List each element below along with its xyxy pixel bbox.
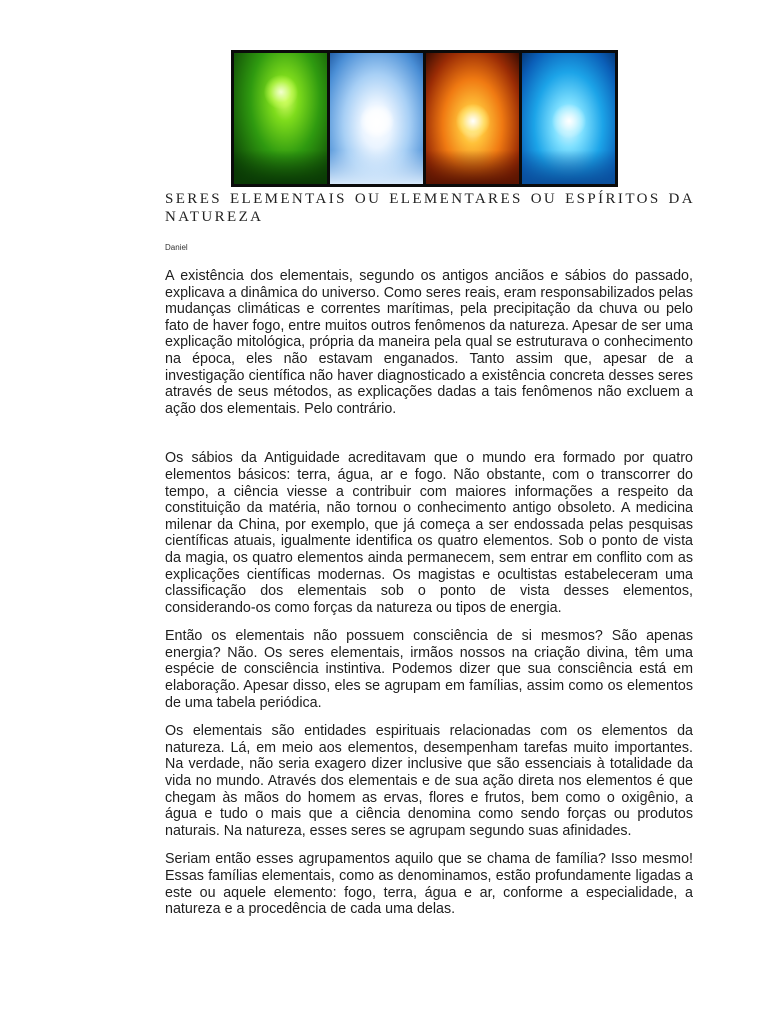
water-glow-decoration: [552, 104, 586, 138]
article-body: [165, 268, 693, 918]
earth-base-decoration: [234, 150, 327, 184]
paragraph-4: Os elementais são entidades espirituais relacionadas com os elementos da natureza. Lá, em meio aos elementos, desempenham tarefas muito importantes. Na verdade, não seria exagero dizer inclusive que são essenciais à totalidade da vida no mundo. Através dos elementais e de sua ação direta nos elementos é que chegam às mãos do homem as ervas, flores e frutos, bem como o oxigênio, a água e tudo o mais que a ciência denomina como sendo forças ou produtos naturais. Na natureza, esses seres se agrupam segundo suas afinidades.: [165, 723, 693, 839]
paragraph-3: Então os elementais não possuem consciência de si mesmos? São apenas energia? Não. Os seres elementais, irmãos nossos na criação divina, têm uma espécie de consciência instintiva. Podemos dizer que sua consciência está em elaboração. Apesar disso, eles se agrupam em famílias, assim como os elementos de uma tabela periódica.: [165, 628, 693, 711]
earth-element-image: [234, 53, 327, 184]
fire-base-decoration: [426, 150, 519, 184]
fire-glow-decoration: [456, 104, 490, 138]
air-base-decoration: [330, 150, 423, 184]
air-glow-decoration: [360, 104, 394, 138]
article-author: Daniel: [165, 243, 188, 252]
paragraph-2: Os sábios da Antiguidade acreditavam que o mundo era formado por quatro elementos básicos: terra, água, ar e fogo. Não obstante, com o transcorrer do tempo, a ciência viesse a contribuir com maiores informações a respeito da constituição da matéria, não tornou o conhecimento antigo obsoleto. A medicina milenar da China, por exemplo, que já começa a ser endossada pelas pesquisas científicas atuais, igualmente identifica os quatro elementos. Sob o ponto de vista da magia, os quatro elementos ainda permanecem, sem entrar em conflito com as explicações científicas modernas. Os magistas e ocultistas estabeleceram uma classificação dos elementais sob o ponto de vista desses elementos, considerando-os como forças da natureza ou tipos de energia.: [165, 450, 693, 616]
water-base-decoration: [522, 150, 615, 184]
air-element-image: [330, 53, 423, 184]
article-title: SERES ELEMENTAIS OU ELEMENTARES OU ESPÍRITOS DA NATUREZA: [165, 191, 695, 225]
water-element-image: [522, 53, 615, 184]
paragraph-1: A existência dos elementais, segundo os antigos anciãos e sábios do passado, explicava a dinâmica do universo. Como seres reais, eram responsabilizados pelas mudanças climáticas e correntes marítimas, pela precipitação da chuva ou pelo fato de haver fogo, entre muitos outros fenômenos da natureza. Apesar de ser uma explicação mitológica, própria da maneira pela qual se estruturava o conhecimento na época, eles não estavam enganados. Tanto assim que, apesar de a investigação científica não haver diagnosticado a existência concreta desses seres através de seus métodos, as explicações dadas a tais fenômenos não excluem a ação dos elementais. Pelo contrário.: [165, 268, 693, 417]
fire-element-image: [426, 53, 519, 184]
elements-banner-image: [231, 50, 618, 187]
earth-glow-decoration: [264, 75, 298, 109]
paragraph-5: Seriam então esses agrupamentos aquilo que se chama de família? Isso mesmo! Essas famílias elementais, como as denominamos, estão profundamente ligadas a este ou aquele elemento: fogo, terra, água e ar, conforme a especialidade, a natureza e a procedência de cada uma delas.: [165, 851, 693, 918]
